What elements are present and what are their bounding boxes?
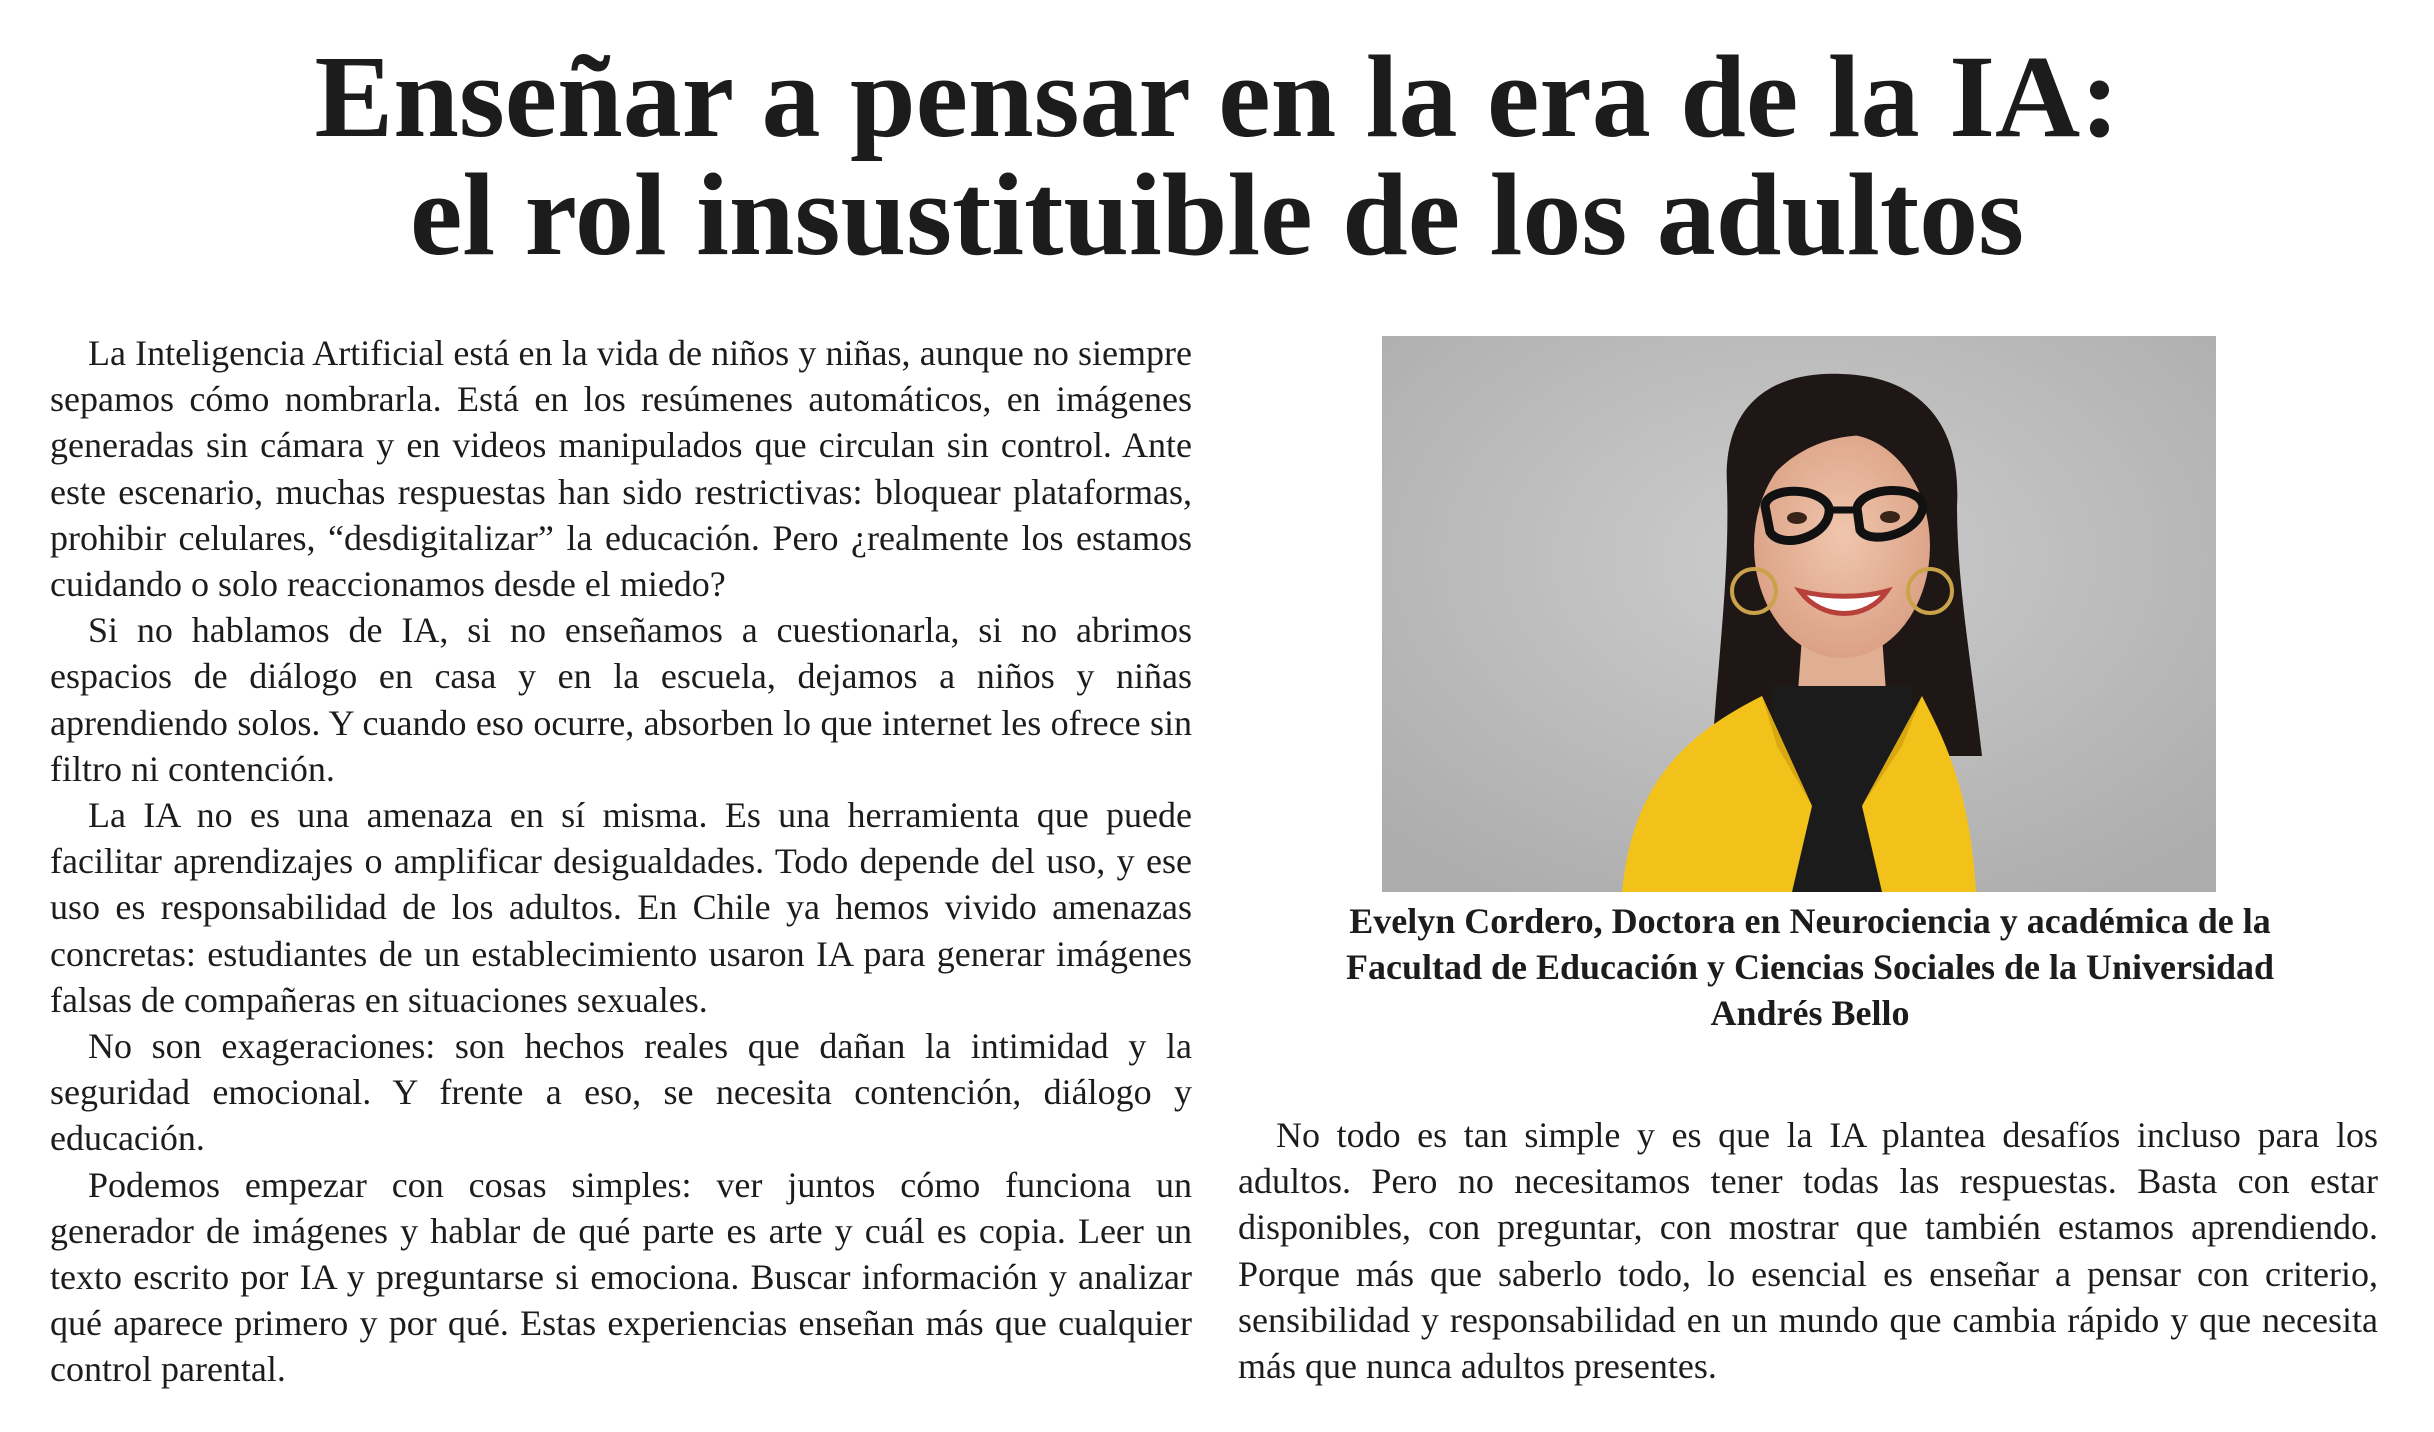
photo-caption bbox=[1280, 898, 2340, 1036]
headline-line-2: el rol insustituible de los adultos bbox=[409, 149, 2025, 280]
paragraph-3: La IA no es una amenaza en sí misma. Es una herramienta que puede facilitar aprendizajes o amplificar desigualdades. Todo depende del uso, y ese uso es responsabilidad de los adultos. En Chile ya hemos vivido amenazas concretas: estudiantes de un establecimiento usaron IA para generar imágenes falsas de compañeras en situaciones sexuales. bbox=[50, 795, 1192, 1020]
left-column bbox=[50, 330, 1192, 1393]
paragraph-5: Podemos empezar con cosas simples: ver juntos cómo funciona un generador de imágenes y hablar de qué parte es arte y cuál es copia. Leer un texto escrito por IA y preguntarse si emociona. Buscar información y analizar qué aparece primero y por qué. Estas experiencias enseñan más que cualquier control parental. bbox=[50, 1164, 1192, 1390]
caption-line-3: Andrés Bello bbox=[1710, 993, 1910, 1033]
paragraph-4: No son exageraciones: son hechos reales que dañan la intimidad y la seguridad emocional. Y frente a eso, se necesita contención, diálogo y educación. bbox=[50, 1026, 1192, 1159]
caption-line-1: Evelyn Cordero, Doctora en Neurociencia y académica de la bbox=[1349, 901, 2271, 941]
article-headline bbox=[0, 31, 2434, 280]
author-photo bbox=[1382, 336, 2216, 892]
caption-line-2: Facultad de Educación y Ciencias Sociales de la Universidad bbox=[1345, 947, 2275, 987]
paragraph-6: No todo es tan simple y es que la IA plantea desafíos incluso para los adultos. Pero no necesitamos tener todas las respuestas. Basta con estar disponibles, con preguntar, con mostrar que también estamos aprendiendo. Porque más que saberlo todo, lo esencial es enseñar a pensar con criterio, sensibilidad y responsabilidad en un mundo que cambia rápido y que necesita más que nunca adultos presentes. bbox=[1238, 1115, 2378, 1387]
right-column bbox=[1238, 1112, 2378, 1389]
headline-line-1: Enseñar a pensar en la era de la IA: bbox=[314, 31, 2120, 162]
author-portrait-illustration bbox=[1382, 336, 2216, 892]
paragraph-1: La Inteligencia Artificial está en la vida de niños y niñas, aunque no siempre sepamos cómo nombrarla. Está en los resúmenes automáticos, en imágenes generadas sin cámara y en videos manipulados que circulan sin control. Ante este escenario, muchas respuestas han sido restrictivas: bloquear plataformas, prohibir celulares, “desdigitalizar” la educación. Pero ¿realmente los estamos cuidando o solo reaccionamos desde el miedo? bbox=[50, 333, 1192, 605]
paragraph-2: Si no hablamos de IA, si no enseñamos a cuestionarla, si no abrimos espacios de diálogo en casa y en la escuela, dejamos a niños y niñas aprendiendo solos. Y cuando eso ocurre, absorben lo que internet les ofrece sin filtro ni contención. bbox=[50, 610, 1192, 789]
